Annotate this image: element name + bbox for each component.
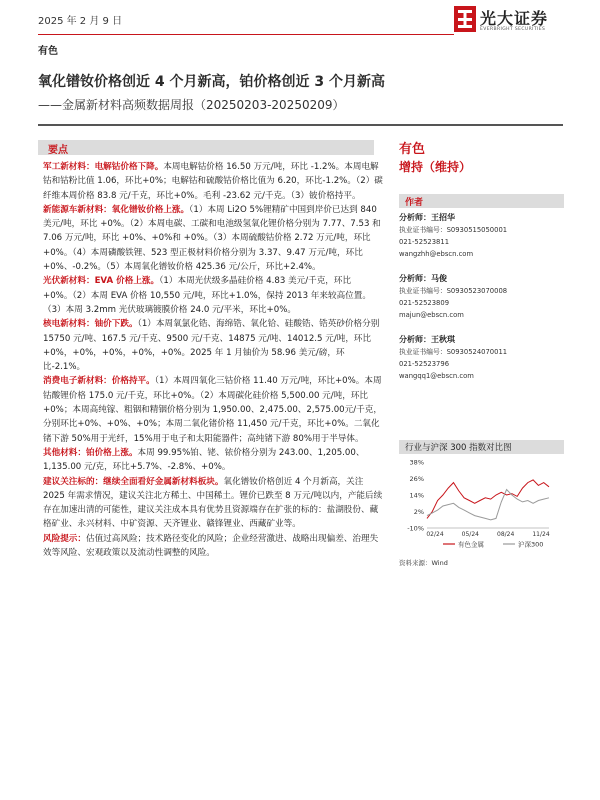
analyst-email[interactable]: wangqq1@ebscn.com xyxy=(399,372,474,380)
chart-title: 行业与沪深 300 指数对比图 xyxy=(405,443,512,453)
analyst-name: 分析师：王秋琪 xyxy=(399,335,455,344)
paragraph-lead: 核电新材料：铀价下跌。 xyxy=(43,319,138,330)
paragraph-lead: 建议关注标的：继续全面看好金属新材料板块。 xyxy=(43,476,224,487)
section-divider xyxy=(38,124,563,126)
legend-label: 有色金属 xyxy=(458,540,484,549)
sidebar-sector: 有色 xyxy=(399,142,426,157)
paragraph xyxy=(43,446,383,475)
paragraph-body: 本周 99.95%铂、铑、铱价格分别为 243.00、1,205.00、1,135.00 元/克，环比+5.7%、-2.8%、+0%。 xyxy=(43,447,365,473)
analyst-name: 分析师：王招华 xyxy=(399,213,455,222)
x-tick-label: 08/24 xyxy=(497,531,515,538)
paragraph-body: （1）本周四氧化三钴价格 11.40 万元/吨，环比+0%。本周钴酸锂价格 175.0 元/千克，环比+0%。（2）本周碳化硅价格 5,500.00 元/吨，环比 +0%；本周高纯镓、粗铟和精铟价格分别为 1,950.00、2,475.00、2,575.00元/千克，分别环比+0%、+0%、+0%；本周二氧化锗价格 11,450 元/千克，环比+0%。二氧化锗下游 50%用于光纤，15%用于电子和太阳能器件；高纯锗下游 80%用于半导体。 xyxy=(43,376,382,444)
analyst-card xyxy=(399,273,569,321)
paragraph-lead: 光伏新材料：EVA 价格上涨。 xyxy=(43,276,160,287)
paragraph xyxy=(43,374,383,445)
summary-label: 要点 xyxy=(48,145,68,156)
paragraph xyxy=(43,274,383,317)
analyst-name: 分析师：马俊 xyxy=(399,274,447,283)
summary-header xyxy=(38,140,374,155)
analyst-phone: 021-52523811 xyxy=(399,238,450,246)
analyst-card xyxy=(399,212,569,260)
x-tick-label: 02/24 xyxy=(426,531,444,538)
y-tick-label: 26% xyxy=(409,475,424,483)
report-date: 2025 年 2 月 9 日 xyxy=(38,16,123,27)
report-title: 氧化镨钕价格创近 4 个月新高，铂价格创近 3 个月新高 xyxy=(38,74,385,90)
analyst-phone: 021-52523809 xyxy=(399,299,450,307)
legend-label: 沪深300 xyxy=(518,540,544,549)
paragraph-body: （1）本周光伏级多晶硅价格 4.83 美元/千克，环比 +0%。（2）本周 EVA 价格 10,550 元/吨，环比+1.0%，保持 2013 年来较高位置。（3）本周 3.2mm 光伏玻璃镀膜价格 24.0 元/平米，环比+0%。 xyxy=(43,276,371,315)
paragraph xyxy=(43,203,383,274)
paragraph xyxy=(43,475,383,532)
paragraph-lead: 风险提示： xyxy=(43,533,86,544)
analyst-cert: 执业证书编号：S0930523070008 xyxy=(399,287,508,295)
paragraph-body: （1）本周 Li2O 5%锂精矿中国到岸价已达到 840 美元/吨，环比 +0%。（2）本周电碳、工碳和电池级氢氧化锂价格分别为 7.77、7.53 和 7.06 万元/吨，环比 +0%、+0%和 +0%。（3）本周硫酸钴价格 2.72 万元/吨，环比+0%。（4）本周磷酸铁锂、523 型正极材料价格分别为 3.37、9.47 万元/吨，环比+0%、-0.2%。（5）本周氧化镨钕价格 425.36 元/公斤，环比+2.4%。 xyxy=(43,204,381,273)
analyst-cert: 执业证书编号：S0930524070011 xyxy=(399,348,508,356)
series-line-nonferrous xyxy=(427,480,549,519)
brand-name-en: EVERBRIGHT SECURITIES xyxy=(480,27,546,32)
analyst-cert: 执业证书编号：S0930515050001 xyxy=(399,226,508,234)
paragraph-lead: 新能源车新材料：氧化镨钕价格上涨。 xyxy=(43,204,190,215)
brand-logo xyxy=(454,6,574,40)
rating-badge: 增持（维持） xyxy=(399,160,472,174)
paragraph-body: 本周电解钴价格 16.50 万元/吨，环比 -1.2%。本周电解钴和钴粉比值 1.06，环比+0%；电解钴和硫酸钴价格比值为 6.20，环比-1.2%。（2）碳纤维本周价格 83.8 元/千克，环比+0%。毛利 -23.62 元/千克。（3）铍价格持平。 xyxy=(43,162,383,201)
series-line-csi300 xyxy=(427,490,549,520)
authors-header xyxy=(399,194,564,208)
header-rule xyxy=(38,34,454,35)
performance-chart xyxy=(399,456,569,556)
x-tick-label: 05/24 xyxy=(461,531,479,538)
paragraph-lead: 军工新材料：电解钴价格下降。 xyxy=(43,162,164,172)
sector-tag: 有色 xyxy=(38,46,58,57)
analyst-email[interactable]: wangzhh@ebscn.com xyxy=(399,250,474,258)
paragraph-lead: 其他材料：铂价格上涨。 xyxy=(43,447,138,458)
y-tick-label: 14% xyxy=(409,491,424,500)
report-subtitle: ——金属新材料高频数据周报（20250203-20250209） xyxy=(38,98,345,112)
paragraph-body: 氧化镨钕价格创近 4 个月新高，关注 2025 年需求情况，建议关注北方稀土、中国稀土。锂价已跌至 8 万元/吨以内，产能后续存在加速出清的可能性，建议关注成本具有优势且资源端存在扩张的标的：盐湖股份、藏格矿业、永兴材料、中矿资源、天齐锂业、赣锋锂业、西藏矿业等。 xyxy=(43,476,383,530)
paragraph-body: （1）本周氧氯化锆、海绵锆、氧化铪、硅酸锆、锆英砂价格分别 15750 元/吨、167.5 元/千克、9500 元/千克、14875 元/吨、14012.5 元/吨，环比+0%，+0%，+0%，+0%，+0%。2025 年 1 月铀价为 58.96 美元/磅，环比-2.1%。 xyxy=(43,319,380,373)
paragraph-body: 估值过高风险；技术路径变化的风险；企业经营激进、战略出现偏差、治理失效等风险、宏观政策以及流动性调整的风险。 xyxy=(43,533,379,559)
y-tick-label: 38% xyxy=(409,458,424,467)
everbright-logo-icon xyxy=(454,6,476,32)
analyst-card xyxy=(399,334,569,382)
brand-name: 光大证券 xyxy=(480,9,549,28)
authors-label: 作者 xyxy=(405,198,424,208)
summary-body xyxy=(43,160,383,560)
analyst-phone: 021-52523796 xyxy=(399,360,450,368)
paragraph-lead: 消费电子新材料：价格持平。 xyxy=(43,376,155,387)
paragraph xyxy=(43,532,383,561)
analyst-email[interactable]: majun@ebscn.com xyxy=(399,311,464,319)
chart-header xyxy=(399,440,564,454)
paragraph xyxy=(43,160,383,203)
paragraph xyxy=(43,317,383,374)
y-tick-label: 2% xyxy=(413,508,424,516)
x-tick-label: 11/24 xyxy=(532,531,550,538)
chart-source: 资料来源：Wind xyxy=(399,559,448,567)
y-tick-label: -10% xyxy=(407,524,424,533)
